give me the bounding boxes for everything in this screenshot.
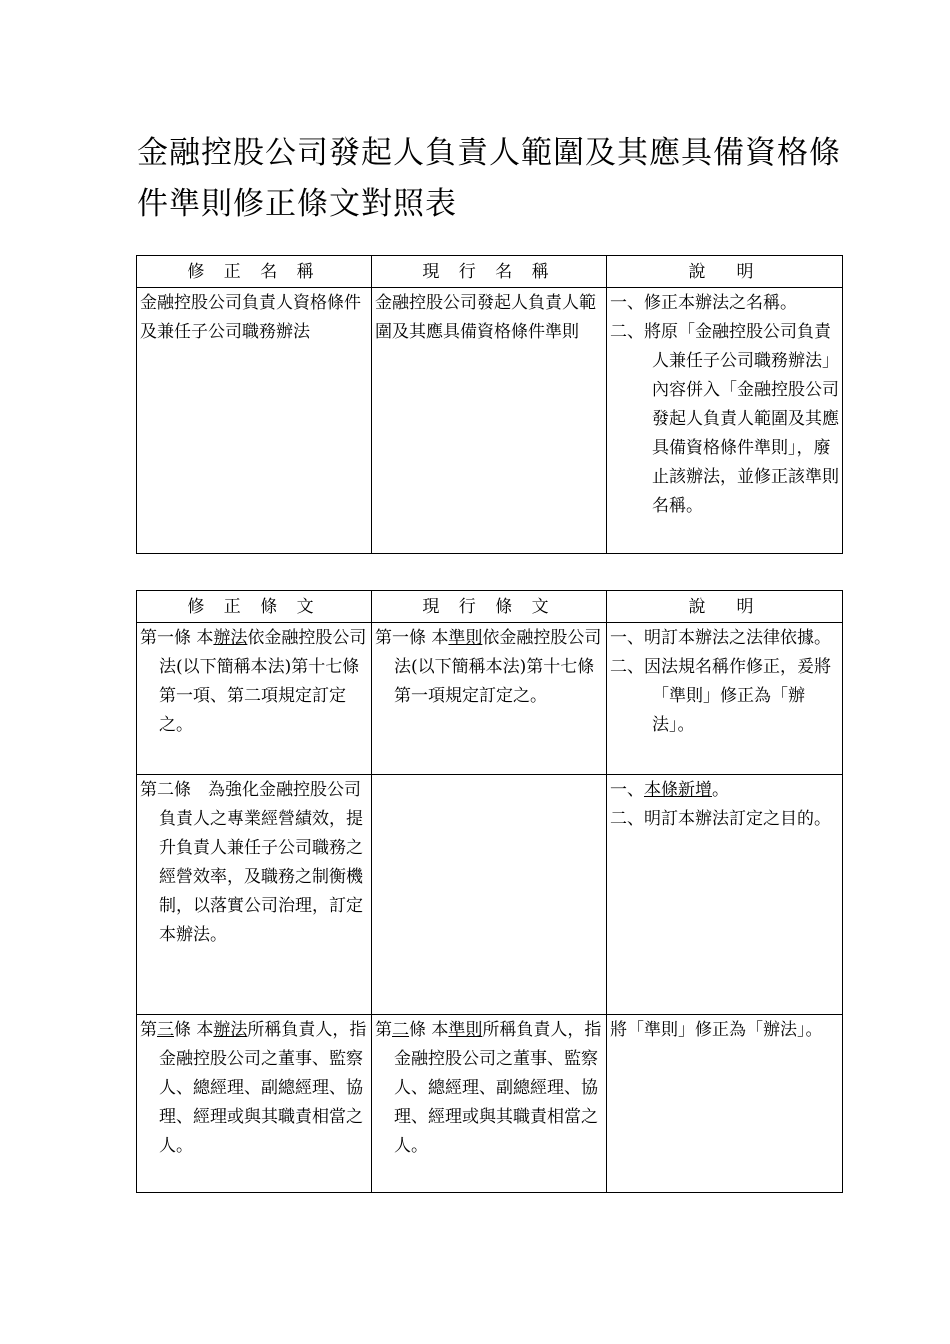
note-item: 二、因法規名稱作修正，爰將「準則」修正為「辦法」。	[610, 657, 831, 735]
explanation-cell	[607, 288, 843, 554]
current-article-cell	[372, 623, 607, 775]
table-row	[137, 623, 843, 775]
article-text: 依金融控股公司法(以下簡稱本法)第十七條第一項規定訂定之。	[394, 628, 602, 706]
table-row	[137, 288, 843, 554]
note-item: 二、明訂本辦法訂定之目的。	[610, 809, 831, 829]
table-row	[137, 775, 843, 1015]
article-text: 第一條 本	[140, 628, 214, 648]
header-current-name: 現 行 名 稱	[372, 256, 607, 288]
amended-article-cell	[137, 1015, 372, 1193]
article-comparison-table	[136, 590, 843, 1193]
current-term: 準則	[448, 628, 483, 648]
header-amended-article: 修 正 條 文	[137, 591, 372, 623]
header-explanation: 說 明	[607, 256, 843, 288]
amended-term: 辦法	[213, 628, 248, 648]
explanation-cell	[607, 775, 843, 1015]
current-article-cell	[372, 775, 607, 1015]
current-article-cell	[372, 1015, 607, 1193]
header-amended-name: 修 正 名 稱	[137, 256, 372, 288]
amended-article-cell	[137, 623, 372, 775]
amended-name-cell: 金融控股公司負責人資格條件及兼任子公司職務辦法	[137, 288, 372, 554]
page-title: 金融控股公司發起人負責人範圍及其應具備資格條件準則修正條文對照表	[137, 135, 841, 222]
article-text: 第一條 本	[375, 628, 449, 648]
article-text: 依金融控股公司法(以下簡稱本法)第十七條第一項、第二項規定訂定之。	[159, 628, 367, 735]
amended-article-cell	[137, 775, 372, 1015]
article-text: 條 本	[174, 1020, 214, 1040]
current-name-cell: 金融控股公司發起人負責人範圍及其應具備資格條件準則	[372, 288, 607, 554]
name-comparison-table	[136, 255, 843, 554]
current-article-number: 二	[392, 1020, 409, 1040]
note-item: 一、明訂本辦法之法律依據。	[610, 628, 831, 648]
header-explanation: 說 明	[607, 591, 843, 623]
header-row	[137, 256, 843, 288]
new-article-mark: 本條新增	[644, 780, 712, 800]
article-text: 條 本	[409, 1020, 449, 1040]
article-text: 所稱負責人，指金融控股公司之董事、監察人、總經理、副總經理、協理、經理或與其職責相當之人。	[159, 1020, 367, 1156]
article-text: 所稱負責人，指金融控股公司之董事、監察人、總經理、副總經理、協理、經理或與其職責相當之人。	[394, 1020, 602, 1156]
article-text: 第	[140, 1020, 157, 1040]
note-item	[610, 776, 839, 805]
amended-term: 辦法	[213, 1020, 248, 1040]
table-row	[137, 1015, 843, 1193]
note-number: 一、	[610, 780, 644, 800]
article-text: 第	[375, 1020, 392, 1040]
amended-article-number: 三	[157, 1020, 174, 1040]
article-text: 第二條 為強化金融控股公司負責人之專業經營績效，提升負責人兼任子公司職務之經營效率，及職務之制衡機制，以落實公司治理，訂定本辦法。	[140, 780, 363, 945]
header-row	[137, 591, 843, 623]
note-item: 二、將原「金融控股公司負責人兼任子公司職務辦法」內容併入「金融控股公司發起人負責人範圍及其應具備資格條件準則」，廢止該辦法，並修正該準則名稱。	[610, 322, 839, 516]
current-term: 準則	[448, 1020, 483, 1040]
explanation-cell: 將「準則」修正為「辦法」。	[607, 1015, 843, 1193]
note-punct: 。	[712, 780, 729, 800]
explanation-cell	[607, 623, 843, 775]
note-item: 一、修正本辦法之名稱。	[610, 293, 797, 313]
header-current-article: 現 行 條 文	[372, 591, 607, 623]
